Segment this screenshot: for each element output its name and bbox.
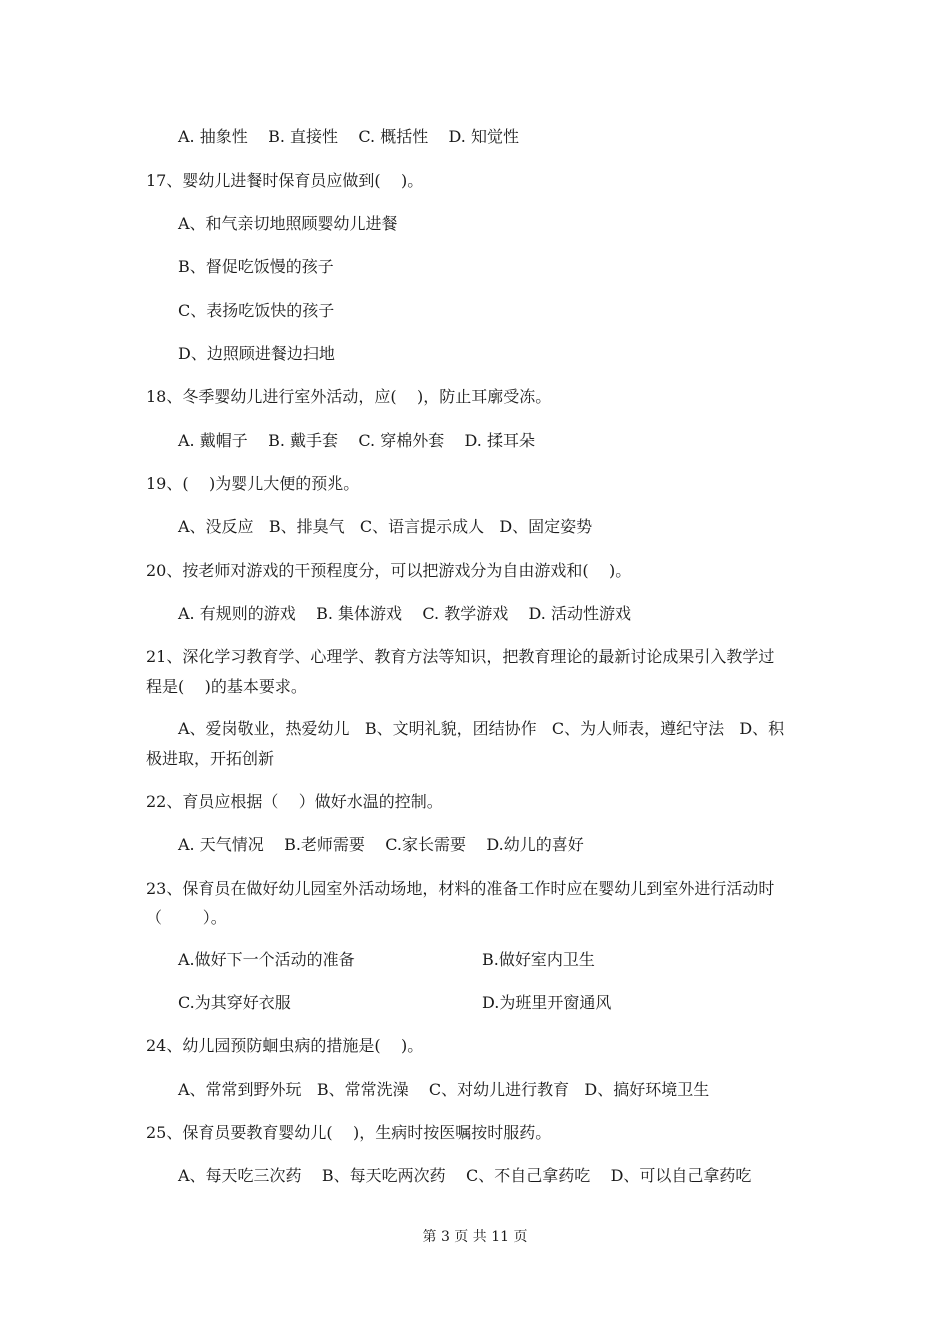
q17-option-a: A、和气亲切地照顾婴幼儿进餐: [178, 214, 398, 233]
q21-options-continued: 极进取，开拓创新: [146, 749, 275, 768]
question-17: 17、婴幼儿进餐时保育员应做到( )。: [146, 171, 424, 190]
question-18: 18、冬季婴幼儿进行室外活动，应( )，防止耳廓受冻。: [146, 387, 552, 406]
q17-option-b: B、督促吃饭慢的孩子: [178, 257, 334, 276]
question-23: 23、保育员在做好幼儿园室外活动场地，材料的准备工作时应在婴幼儿到室外进行活动时: [146, 879, 775, 898]
q24-options: A、常常到野外玩 B、常常洗澡 C、对幼儿进行教育 D、搞好环境卫生: [178, 1080, 710, 1099]
question-23-continued: （ ）。: [146, 908, 227, 927]
q20-options: A. 有规则的游戏 B. 集体游戏 C. 教学游戏 D. 活动性游戏: [178, 604, 631, 623]
q25-options: A、每天吃三次药 B、每天吃两次药 C、不自己拿药吃 D、可以自己拿药吃: [178, 1166, 752, 1185]
q23-option-d: D.为班里开窗通风: [482, 993, 612, 1012]
q18-options: A. 戴帽子 B. 戴手套 C. 穿棉外套 D. 揉耳朵: [178, 431, 535, 450]
q21-options: A、爱岗敬业，热爱幼儿 B、文明礼貌，团结协作 C、为人师表，遵纪守法 D、积: [178, 719, 785, 738]
question-24: 24、幼儿园预防蛔虫病的措施是( )。: [146, 1036, 424, 1055]
q19-options: A、没反应 B、排臭气 C、语言提示成人 D、固定姿势: [178, 517, 593, 536]
q16-options: A. 抽象性 B. 直接性 C. 概括性 D. 知觉性: [178, 127, 519, 146]
q23-option-c: C.为其穿好衣服: [178, 993, 291, 1012]
question-20: 20、按老师对游戏的干预程度分，可以把游戏分为自由游戏和( )。: [146, 561, 632, 580]
page-footer: 第 3 页 共 11 页: [422, 1229, 528, 1245]
q23-option-a: A.做好下一个活动的准备: [178, 950, 355, 969]
q23-option-b: B.做好室内卫生: [482, 950, 595, 969]
question-21: 21、深化学习教育学、心理学、教育方法等知识，把教育理论的最新讨论成果引入教学过: [146, 647, 775, 666]
question-19: 19、( )为婴儿大便的预兆。: [146, 474, 360, 493]
q17-option-c: C、表扬吃饭快的孩子: [178, 301, 335, 320]
question-25: 25、保育员要教育婴幼儿( )，生病时按医嘱按时服药。: [146, 1123, 552, 1142]
q17-option-d: D、边照顾进餐边扫地: [178, 344, 335, 363]
q22-options: A. 天气情况 B.老师需要 C.家长需要 D.幼儿的喜好: [178, 835, 584, 854]
question-22: 22、育员应根据（ ）做好水温的控制。: [146, 792, 443, 811]
question-21-continued: 程是( )的基本要求。: [146, 677, 307, 696]
